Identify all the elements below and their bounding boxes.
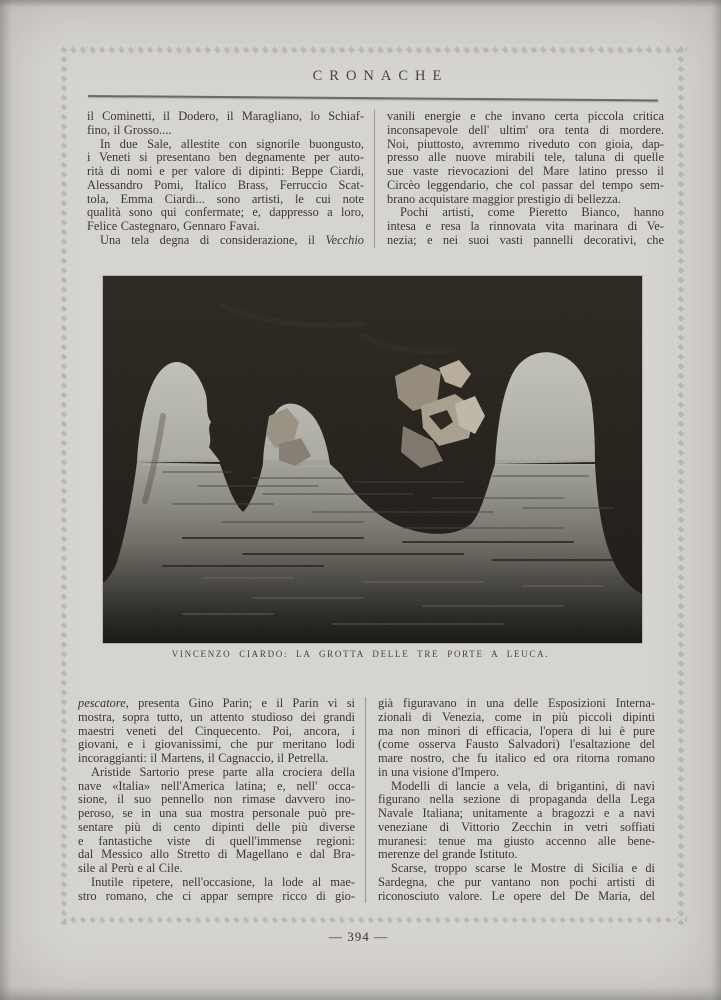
text-line: (come osserva Fausto Salvadori) l'esaltazione del [378, 737, 655, 752]
text-line: e fantastiche viste di quell'immense regioni: [78, 833, 355, 848]
text-line: ma non minori di efficacia, l'opera di lui è pure [378, 723, 655, 738]
text-line: riconosciuto valore. Le opere del De Maria, del [378, 888, 655, 903]
text-line: sentare più di cento dipinti delle più diverse [78, 819, 355, 834]
text-line: dal Messico allo Stretto di Magellano e dal Bra- [78, 847, 355, 862]
text-line: rità di nomi e per valore di dipinti: Beppe Ciardi, [87, 164, 364, 178]
text-line: Scarse, troppo scarse le Mostre di Sicilia e di [391, 861, 655, 875]
text-line: mare nostro, che fu italico ed ora ritorna romano [378, 751, 655, 765]
text-line: stro romano, che ci appar sempre ricco di gio- [78, 888, 355, 903]
text-line: presso alle nuove mirabili tele, taluna di quelle [387, 150, 664, 165]
text-line: Una tela degna di considerazione, il Vecchio [100, 232, 364, 247]
text-line: giovani, e i giovanissimi, che pur meritano lodi [78, 737, 355, 752]
text-line: sile al Perù e al Cile. [78, 861, 183, 875]
photo-caption: VINCENZO CIARDO: LA GROTTA DELLE TRE PORTE A LEUCA. [171, 649, 550, 659]
text-line: zionali di Venezia, come in più piccoli dipinti [378, 709, 655, 724]
grotto-photo [103, 276, 642, 643]
page-header-title: CRONACHE [312, 68, 449, 84]
text-line: Noi, piuttosto, avremmo riveduto con gioia, dap- [387, 136, 664, 151]
text-line: Modelli di lancie a vela, di brigantini, di navi [391, 778, 655, 793]
text-line: qualità sono qui confermate; e, dappresso a loro, [87, 205, 364, 220]
italic-word: pescatore [78, 696, 126, 710]
text-line: brano acquistare maggior prestigio di bellezza. [387, 191, 621, 206]
page-number: — 394 — [329, 929, 388, 944]
text-line: il Cominetti, il Dodero, il Maragliano, lo Schiaf- [87, 109, 364, 123]
text-line: Inutile ripetere, nell'occasione, la lode al mae- [91, 874, 355, 889]
text-line: pescatore, presenta Gino Parin; e il Parin vi si [78, 696, 355, 710]
text-line: fino, il Grosso.... [87, 122, 172, 137]
column-top-right [374, 110, 664, 248]
grotto-photo-illustration [103, 276, 642, 643]
text-line: maestri veneti del Cinquecento. Poi, ancora, i [78, 723, 355, 738]
text-line: in una visione d'Impero. [378, 764, 500, 779]
text-line: figurano nella sezione di propaganda della Lega [378, 792, 655, 807]
text-block-top [87, 110, 664, 248]
text-line: sue vaste rievocazioni del Mare latino presso il [387, 164, 664, 178]
italic-word: Vecchio [325, 232, 364, 247]
diamond-border-left [59, 45, 69, 925]
text-line: tola, Emma Ciardi... sono artisti, le cui note [87, 191, 364, 206]
text-block-bottom [78, 697, 655, 903]
text-line: vanili energie e che invano certa piccola critica [387, 109, 664, 123]
text-line: inconsapevole dell' ultim' ora tenta di mordere. [387, 122, 664, 137]
text-line: mostra, sopra tutto, un attento studioso dei grandi [78, 709, 355, 724]
text-line: Aristide Sartorio prese parte alla crociera della [91, 764, 355, 779]
text-line: intesa e resa la rinnovata vita marinara di Ve- [387, 219, 664, 233]
text-line: muranesi: tenue ma giusto accenno alle bene- [378, 833, 655, 848]
text-line: Circèo leggendario, che col passar del tempo sem- [387, 177, 664, 192]
text-line: nave «Italia» nell'America latina; e, nell' occa- [78, 778, 355, 793]
text-line: già figuravano in una delle Esposizioni Interna- [378, 696, 655, 710]
text-line: veneziane di Vittorio Zecchin in vetri soffiati [378, 819, 655, 834]
text-line: Alessandro Pomi, Italico Brass, Ferruccio Scat- [87, 177, 364, 192]
text-line: i Veneti si presentano ben degnamente per auto- [87, 150, 364, 165]
column-top-left [87, 110, 364, 248]
text-line: merenze del grande Istituto. [378, 847, 518, 862]
diamond-border-right [676, 45, 686, 925]
text-line: Navale Italiana; unitamente a bragozzi e a navi [378, 806, 655, 820]
text-line: sione, il suo pennello non rimase davvero ino- [78, 792, 355, 807]
text-line: peroso, se in una sua mostra personale può pre- [78, 806, 355, 820]
column-bottom-right [365, 697, 655, 903]
diamond-border-top [59, 45, 687, 55]
text-line: In due Sale, allestite con signorile buongusto, [100, 136, 364, 151]
text-line: Pochi artisti, come Pieretto Bianco, hanno [400, 205, 664, 220]
text-line: nezia; e nei suoi vasti pannelli decorativi, che [387, 232, 664, 247]
diamond-border-bottom [59, 915, 687, 925]
header-rule [88, 95, 658, 101]
column-bottom-left [78, 697, 355, 903]
text-line: Sardegna, che pur vantano non pochi artisti di [378, 874, 655, 889]
text-line: incoraggianti: il Martens, il Cagnaccio, il Petrella. [78, 751, 329, 765]
text-line: Felice Castegnaro, Gennaro Favai. [87, 219, 260, 233]
